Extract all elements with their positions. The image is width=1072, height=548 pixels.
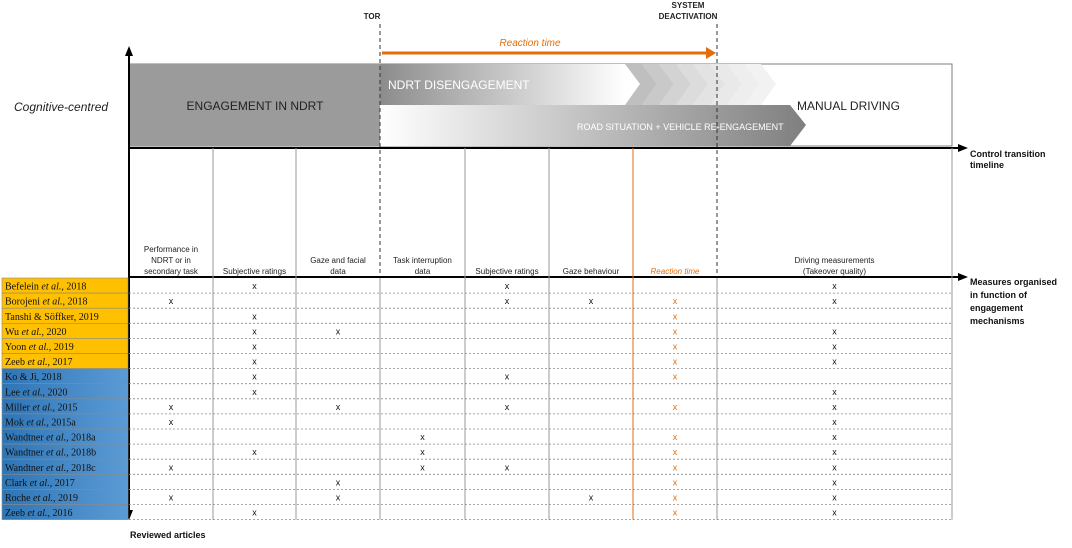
column-header: Subjective ratings — [475, 267, 539, 276]
cell-mark: x — [672, 356, 678, 367]
column-header: Driving measurements — [794, 256, 875, 265]
cell-mark: x — [168, 417, 174, 427]
author-year: 2016 — [50, 508, 73, 520]
cell-mark: x — [252, 326, 257, 337]
tor-label: TOR — [363, 12, 381, 21]
cell-mark: x — [672, 477, 678, 488]
cell-mark: x — [832, 432, 837, 443]
author-year: 2018a — [68, 432, 96, 444]
author-name: Wu — [5, 326, 20, 338]
cell-mark: x — [672, 401, 678, 412]
cell-mark: x — [335, 492, 341, 503]
cell-mark: x — [504, 462, 510, 473]
et-al: et al., — [25, 508, 50, 520]
author-citation — [5, 282, 86, 293]
cell-mark: x — [252, 447, 257, 458]
author-citation — [5, 493, 78, 504]
et-al: et al., — [20, 387, 45, 399]
engagement-phase-label: ENGAGEMENT IN NDRT — [186, 99, 324, 113]
et-al: et al., — [23, 417, 49, 429]
et-al: et al., — [38, 281, 64, 293]
cell-mark: x — [832, 341, 837, 352]
reaction-time-label: Reaction time — [499, 38, 561, 49]
measures-label-4: mechanisms — [970, 316, 1025, 326]
table-row — [2, 308, 952, 323]
author-year: 2017 — [50, 357, 73, 369]
cell-mark: x — [420, 432, 425, 443]
author-name: Borojeni — [5, 296, 40, 308]
author-name: Roche — [5, 493, 31, 504]
cell-mark: x — [832, 507, 837, 518]
author-name: Tanshi & Söffker, — [5, 311, 77, 323]
cell-mark: x — [832, 326, 837, 337]
cell-mark: x — [672, 296, 678, 307]
cell-mark: x — [335, 326, 341, 337]
cell-mark: x — [672, 462, 678, 473]
column-header: Performance in — [143, 245, 199, 254]
cell-mark: x — [420, 462, 425, 473]
deactivation-label-line1: SYSTEM — [671, 1, 705, 10]
vertical-axis-arrow-up — [125, 46, 133, 56]
et-al: et al., — [27, 477, 53, 489]
author-year: 2018 — [39, 372, 62, 384]
table-row — [2, 399, 952, 414]
author-name: Zeeb — [5, 357, 25, 369]
disengagement-phase-label: NDRT DISENGAGEMENT — [388, 78, 530, 92]
cell-mark: x — [672, 326, 678, 337]
column-header: Gaze behaviour — [562, 267, 620, 276]
author-year: 2018c — [68, 462, 96, 474]
author-year: 2015a — [48, 417, 76, 429]
author-citation — [5, 448, 96, 459]
cell-mark: x — [504, 296, 510, 307]
measure-columns — [144, 148, 952, 520]
author-year: 2018 — [63, 281, 87, 293]
author-citation — [5, 342, 74, 353]
cell-mark: x — [672, 311, 678, 322]
table-row — [2, 474, 952, 489]
table-row — [2, 505, 952, 520]
et-al: et al., — [43, 432, 69, 444]
author-name: Ko & Ji, — [5, 372, 40, 384]
table-row — [2, 338, 952, 353]
column-header: NDRT or in — [151, 256, 191, 265]
author-name: Yoon — [5, 342, 27, 353]
cell-mark: x — [832, 447, 837, 458]
et-al: et al., — [19, 326, 45, 338]
cell-mark: x — [832, 296, 837, 307]
timeline-axis-arrow — [958, 144, 968, 152]
control-timeline-label-1: Control transition — [970, 149, 1046, 159]
table-row — [2, 293, 952, 308]
author-citation — [5, 297, 88, 308]
cell-mark: x — [832, 492, 837, 503]
author-year: 2019 — [55, 493, 79, 504]
article-rows — [2, 278, 952, 520]
column-header: Gaze and facial — [310, 256, 366, 265]
cell-mark: x — [832, 401, 837, 412]
cell-mark: x — [832, 417, 837, 427]
et-al: et al., — [40, 296, 65, 308]
author-year: 2019 — [76, 311, 99, 323]
author-name: Zeeb — [5, 508, 25, 520]
cell-mark: x — [504, 401, 510, 412]
author-year: 2018 — [65, 296, 88, 308]
author-name: Wandtner — [5, 432, 44, 444]
author-name: Befelein — [5, 281, 39, 293]
column-header: data — [330, 267, 346, 276]
table-row — [2, 354, 952, 369]
author-citation — [5, 508, 73, 519]
author-citation — [5, 478, 75, 489]
author-citation — [5, 357, 73, 368]
et-al: et al., — [25, 357, 50, 369]
cell-mark: x — [588, 296, 594, 307]
author-citation — [5, 387, 68, 398]
author-citation — [5, 312, 99, 323]
et-al: et al., — [43, 447, 69, 459]
column-header: Reaction time — [650, 267, 700, 276]
author-citation — [5, 418, 76, 429]
cell-mark: x — [672, 447, 678, 458]
cell-mark: x — [168, 296, 174, 307]
author-name: Miller — [5, 402, 30, 414]
table-row — [2, 489, 952, 504]
author-year: 2018b — [68, 447, 97, 459]
cell-mark: x — [672, 341, 678, 352]
author-year: 2020 — [44, 326, 67, 338]
table-row — [2, 414, 952, 429]
table-row — [2, 459, 952, 474]
column-header: (Takeover quality) — [802, 267, 867, 276]
cell-mark: x — [252, 356, 257, 367]
cell-mark: x — [672, 432, 678, 443]
table-row — [2, 278, 952, 293]
author-year: 2019 — [51, 342, 74, 353]
cell-mark: x — [832, 386, 837, 397]
et-al: et al., — [30, 402, 55, 414]
author-name: Wandtner — [5, 447, 44, 459]
cell-mark: x — [252, 341, 257, 352]
et-al: et al., — [26, 342, 52, 353]
control-timeline-label-2: timeline — [970, 160, 1005, 170]
manual-driving-label: MANUAL DRIVING — [797, 99, 900, 113]
cell-mark: x — [832, 462, 837, 473]
cell-mark: x — [335, 401, 341, 412]
measures-label-1: Measures organised — [970, 277, 1058, 287]
cell-mark: x — [504, 281, 510, 292]
cell-mark: x — [252, 281, 257, 292]
et-al: et al., — [43, 462, 69, 474]
cell-mark: x — [335, 477, 341, 488]
cell-mark: x — [504, 371, 510, 382]
cell-mark: x — [672, 371, 678, 382]
reengagement-label: ROAD SITUATION + VEHICLE RE-ENGAGEMENT — [577, 122, 784, 132]
cell-mark: x — [252, 311, 257, 322]
reviewed-articles-label: Reviewed articles — [130, 530, 206, 540]
cell-mark: x — [252, 386, 257, 397]
table-row — [2, 384, 952, 399]
cell-mark: x — [252, 371, 257, 382]
cell-mark: x — [168, 401, 174, 412]
author-name: Mok — [5, 417, 24, 429]
cell-mark: x — [672, 507, 678, 518]
column-header: secondary task — [144, 267, 198, 276]
table-row — [2, 444, 952, 459]
author-citation — [5, 402, 78, 413]
table-row — [2, 323, 952, 338]
column-header: Subjective ratings — [222, 267, 287, 276]
cognitive-centred-label: Cognitive-centred — [14, 100, 109, 114]
cell-mark: x — [588, 492, 594, 503]
cell-mark: x — [420, 447, 425, 458]
author-name: Wandtner — [5, 462, 44, 474]
author-citation — [5, 372, 62, 383]
author-citation — [5, 433, 96, 444]
measures-label-2: in function of — [970, 290, 1027, 300]
et-al: et al., — [30, 493, 56, 504]
column-header: Task interruption — [393, 256, 452, 265]
author-citation — [5, 463, 96, 474]
cell-mark: x — [832, 477, 837, 488]
reaction-time-arrow-head — [706, 47, 716, 59]
measures-label-3: engagement — [970, 303, 1024, 313]
column-header: data — [414, 267, 431, 276]
table-row — [2, 429, 952, 444]
author-citation — [5, 327, 67, 338]
author-year: 2020 — [45, 387, 68, 399]
author-year: 2017 — [52, 477, 75, 489]
author-year: 2015 — [55, 402, 78, 414]
measures-axis-arrow — [958, 273, 968, 281]
cell-mark: x — [832, 356, 837, 367]
cell-mark: x — [252, 507, 257, 518]
cell-mark: x — [168, 492, 174, 503]
table-row — [2, 369, 952, 384]
author-name: Clark — [5, 477, 28, 489]
deactivation-label-line2: DEACTIVATION — [658, 12, 718, 21]
chevron-arrows — [625, 64, 776, 105]
cell-mark: x — [832, 281, 837, 292]
cell-mark: x — [672, 492, 678, 503]
author-name: Lee — [5, 387, 20, 399]
cell-mark: x — [168, 462, 174, 473]
